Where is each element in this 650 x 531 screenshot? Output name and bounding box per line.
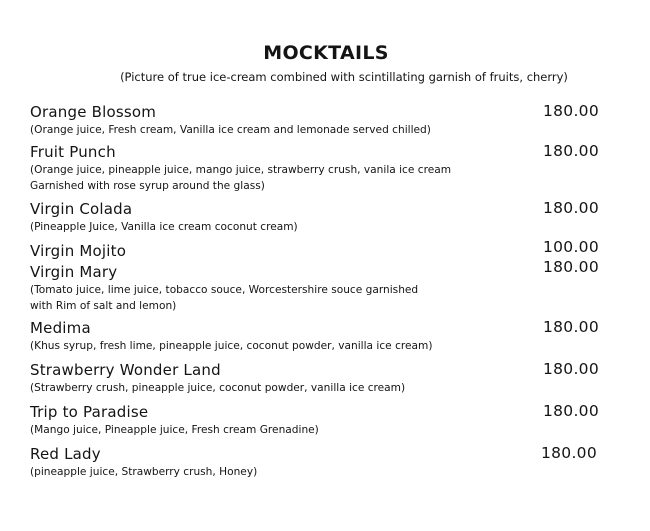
- menu-item-virgin-mary: [30, 258, 605, 314]
- item-price: 180.00: [542, 142, 599, 160]
- item-name: Orange Blossom: [30, 103, 157, 121]
- item-description: (Tomato juice, lime juice, tobacco souce, Worcestershire souce garnished with Rim of salt and lemon): [30, 284, 419, 312]
- menu-item-orange-blossom: [30, 102, 605, 138]
- item-name: Trip to Paradise: [30, 403, 149, 421]
- menu-item-virgin-mojito: [30, 238, 605, 261]
- menu-item-trip-to-paradise: [30, 402, 605, 438]
- item-price: 180.00: [542, 360, 599, 378]
- menu-title: MOCKTAILS: [263, 42, 389, 64]
- item-price: 180.00: [542, 199, 599, 217]
- item-price: 180.00: [542, 258, 599, 276]
- item-price: 180.00: [542, 318, 599, 336]
- item-name: Virgin Colada: [30, 200, 133, 218]
- item-price: 100.00: [542, 238, 599, 256]
- item-description: (Mango juice, Pineapple juice, Fresh cream Grenadine): [30, 424, 319, 436]
- item-name: Red Lady: [30, 445, 101, 463]
- item-name: Strawberry Wonder Land: [30, 361, 221, 379]
- menu-item-medima: [30, 318, 605, 354]
- item-description: (pineapple juice, Strawberry crush, Honey): [30, 466, 258, 478]
- menu-subtitle: (Picture of true ice-cream combined with scintillating garnish of fruits, cherry): [120, 70, 568, 84]
- item-price: 180.00: [540, 444, 597, 462]
- item-name: Virgin Mojito: [30, 242, 127, 260]
- item-name: Fruit Punch: [30, 143, 116, 161]
- menu-item-fruit-punch: [30, 142, 605, 194]
- item-name: Virgin Mary: [30, 263, 118, 281]
- item-description: (Pineapple Juice, Vanilla ice cream coconut cream): [30, 221, 298, 233]
- item-price: 180.00: [542, 102, 599, 120]
- item-description: (Orange juice, Fresh cream, Vanilla ice cream and lemonade served chilled): [30, 124, 431, 136]
- item-description: (Strawberry crush, pineapple juice, coconut powder, vanilla ice cream): [30, 382, 406, 394]
- item-price: 180.00: [542, 402, 599, 420]
- item-name: Medima: [30, 319, 91, 337]
- menu-item-strawberry-wonder-land: [30, 360, 605, 396]
- item-description: (Orange juice, pineapple juice, mango juice, strawberry crush, vanila ice cream Garnished with rose syrup around the glass): [30, 164, 452, 192]
- item-description: (Khus syrup, fresh lime, pineapple juice, coconut powder, vanilla ice cream): [30, 340, 433, 352]
- menu-item-virgin-colada: [30, 199, 605, 235]
- menu-list: [30, 102, 605, 480]
- menu-item-red-lady: [30, 444, 605, 480]
